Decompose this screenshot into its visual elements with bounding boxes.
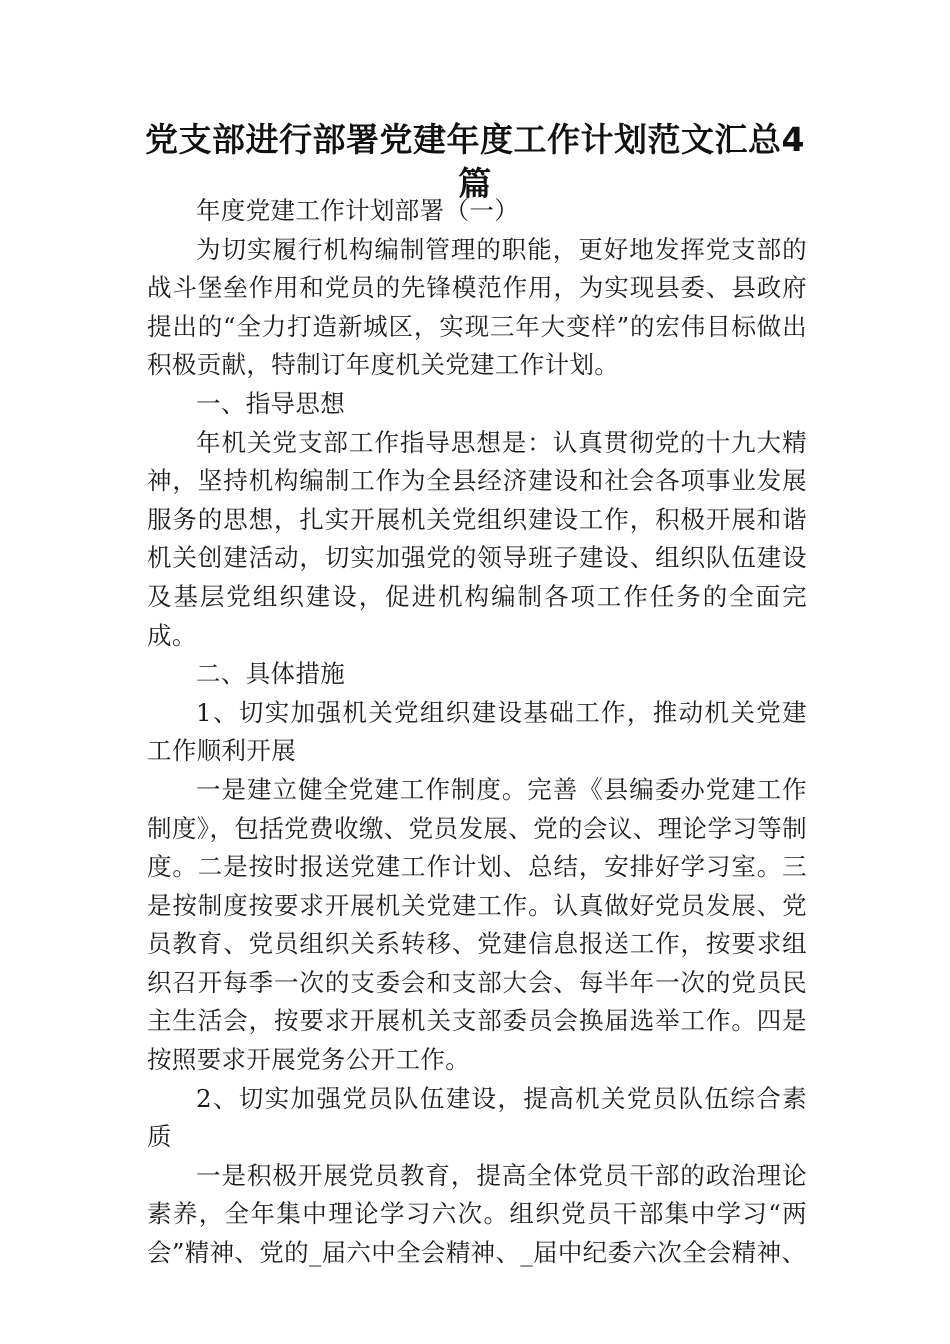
paragraph: 一是建立健全党建工作制度。完善《县编委办党建工作制度》，包括党费收缴、党员发展、党的会议、理论学习等制度。二是按时报送党建工作计划、总结，安排好学习室。三是按制度按要求开展机关党建工作。认真做好党员发展、党员教育、党员组织关系转移、党建信息报送工作，按要求组织召开每季一次的支委会和支部大会、每半年一次的党员民主生活会，按要求开展机关支部委员会换届选举工作。四是按照要求开展党务公开工作。 <box>147 774 807 1075</box>
section-heading: 二、具体措施 <box>196 659 346 689</box>
document-title: 党支部进行部署党建年度工作计划范文汇总4篇 <box>145 120 805 203</box>
paragraph: 一是积极开展党员教育，提高全体党员干部的政治理论素养，全年集中理论学习六次。组织党员干部集中学习“两会”精神、党的_届六中全会精神、_届中纪委六次全会精神、 <box>147 1160 807 1268</box>
subsection-heading: 1、切实加强机关党组织建设基础工作，推动机关党建工作顺利开展 <box>147 697 807 766</box>
document-body <box>147 192 807 1273</box>
paragraph: 年机关党支部工作指导思想是：认真贯彻党的十九大精神，坚持机构编制工作为全县经济建设和社会各项事业发展服务的思想，扎实开展机关党组织建设工作，积极开展和谐机关创建活动，切实加强党的领导班子建设、组织队伍建设及基层党组织建设，促进机构编制各项工作任务的全面完成。 <box>147 427 807 650</box>
section-heading: 一、指导思想 <box>196 388 346 418</box>
subsection-heading: 2、切实加强党员队伍建设，提高机关党员队伍综合素质 <box>147 1083 807 1152</box>
section-heading: 年度党建工作计划部署（一） <box>196 196 520 225</box>
paragraph: 为切实履行机构编制管理的职能，更好地发挥党支部的战斗堡垒作用和党员的先锋模范作用，为实现县委、县政府提出的“全力打造新城区，实现三年大变样”的宏伟目标做出积极贡献，特制订年度机关党建工作计划。 <box>147 234 807 380</box>
